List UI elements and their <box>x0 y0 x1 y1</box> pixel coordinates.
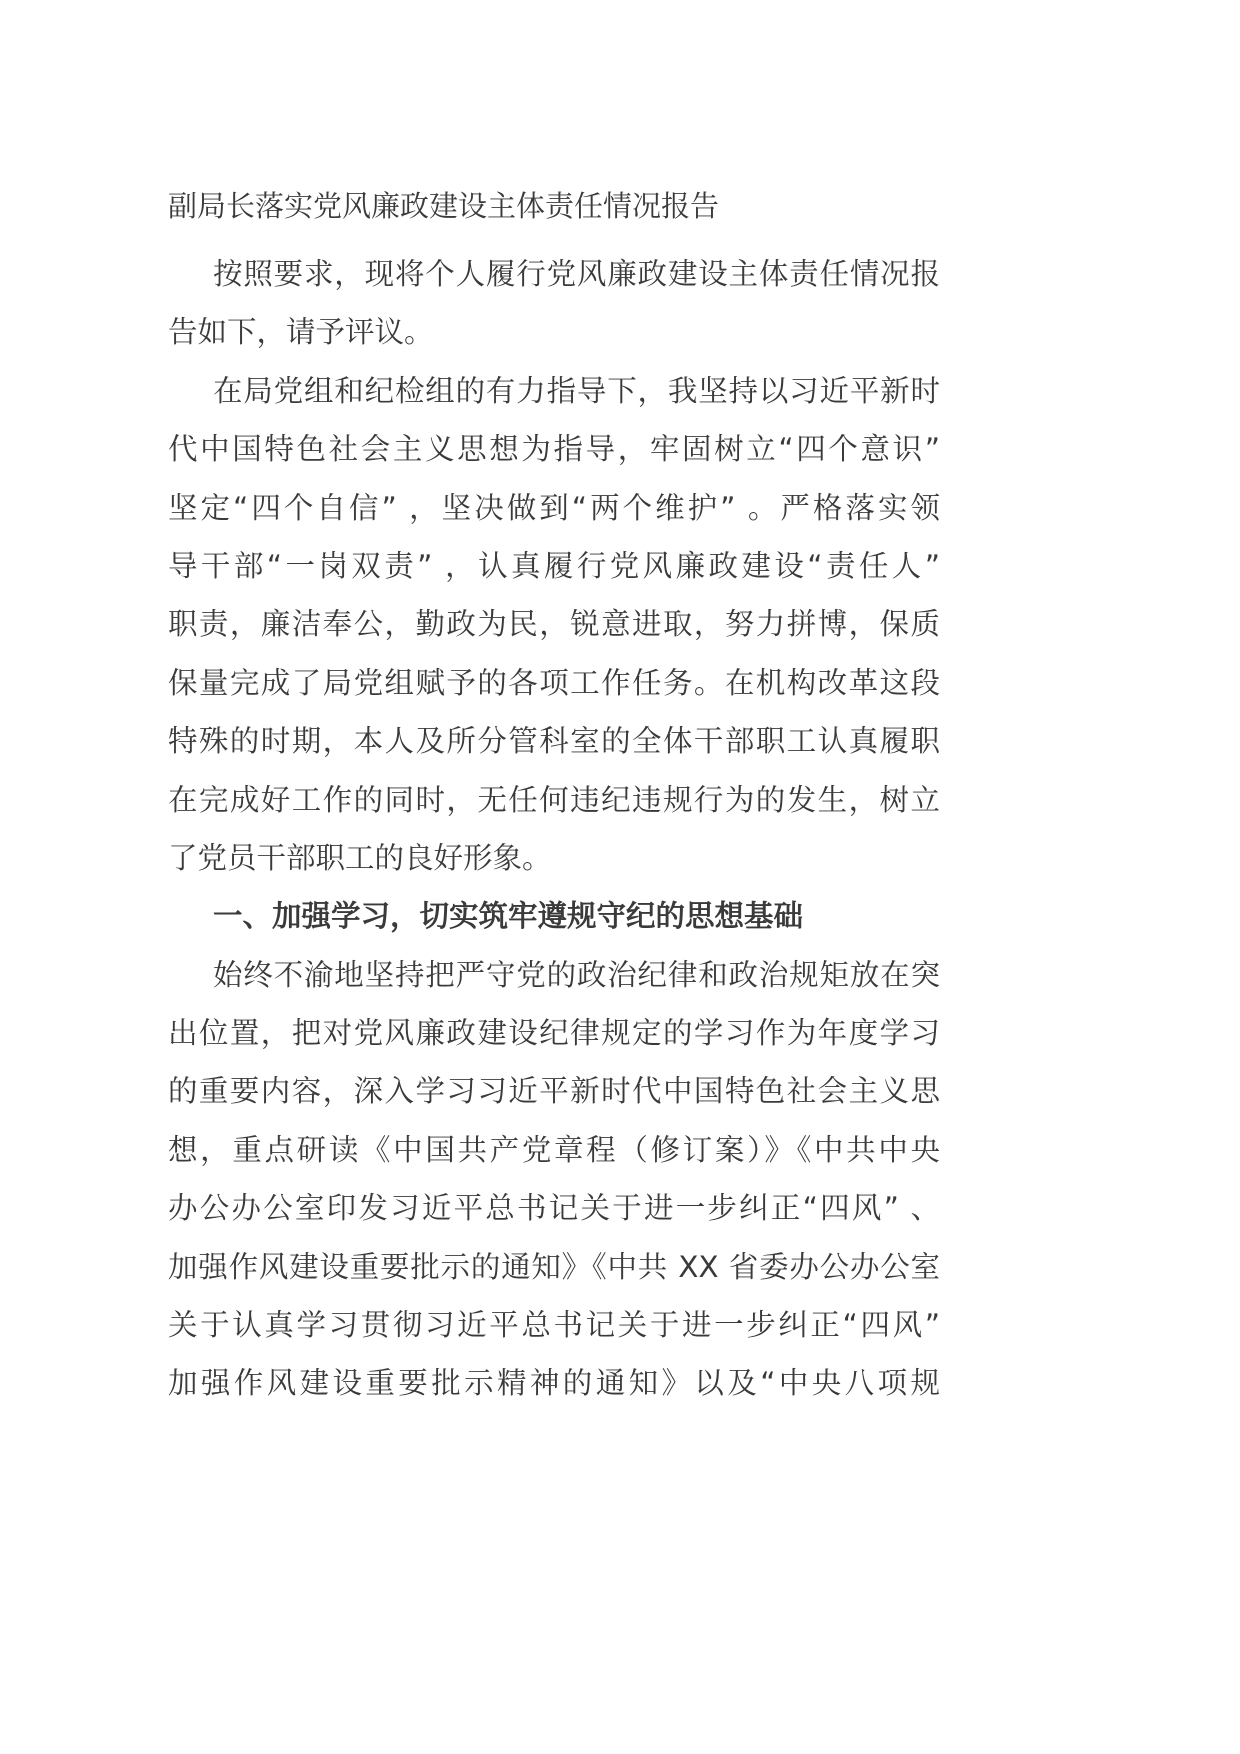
paragraph <box>168 955 940 1422</box>
text-line: 特殊的时期，本人及所分管科室的全体干部职工认真履职 <box>168 724 940 759</box>
text-line: 始终不渝地坚持把严守党的政治纪律和政治规矩放在突 <box>213 957 940 992</box>
text-line: 想，重点研读《中国共产党章程（修订案）》《中共中央 <box>168 1132 940 1167</box>
text-line: 出位置，把对党风廉政建设纪律规定的学习作为年度学习 <box>168 1016 940 1051</box>
text-line: 职责，廉洁奉公，勤政为民，锐意进取，努力拼博，保质 <box>168 607 940 642</box>
text-line: 一、加强学习，切实筑牢遵规守纪的思想基础 <box>213 899 804 934</box>
text-line: 办公办公室印发习近平总书记关于进一步纠正“四风” 、 <box>168 1191 940 1226</box>
text-line: 保量完成了局党组赋予的各项工作任务。在机构改革这段 <box>168 665 940 700</box>
text-line: 了党员干部职工的良好形象。 <box>168 840 552 875</box>
text-line: 代中国特色社会主义思想为指导，牢固树立“四个意识” <box>168 432 940 467</box>
text-line: 按照要求，现将个人履行党风廉政建设主体责任情况报 <box>213 257 940 291</box>
paragraph <box>168 254 940 371</box>
text-line: 的重要内容，深入学习习近平新时代中国特色社会主义思 <box>168 1074 940 1109</box>
text-line: 加强作风建设重要批示精神的通知》以及“中央八项规 <box>168 1366 940 1401</box>
text-line: 导干部“一岗双责” ，认真履行党风廉政建设“责任人” <box>168 548 940 583</box>
document-title: 副局长落实党风廉政建设主体责任情况报告 <box>168 189 720 223</box>
text-line: 告如下，请予评议。 <box>168 315 434 350</box>
document-body <box>168 254 940 1422</box>
text-line: 坚定“四个自信” ，坚决做到“两个维护” 。严格落实领 <box>168 490 940 525</box>
text-line: 在完成好工作的同时，无任何违纪违规行为的发生，树立 <box>168 782 940 817</box>
text-line: 加强作风建设重要批示的通知》《中共 XX 省委办公办公室 <box>168 1249 940 1284</box>
section-heading <box>168 896 940 954</box>
text-line: 在局党组和纪检组的有力指导下，我坚持以习近平新时 <box>213 373 940 408</box>
text-line: 关于认真学习贯彻习近平总书记关于进一步纠正“四风” <box>168 1308 940 1343</box>
paragraph <box>168 371 940 897</box>
